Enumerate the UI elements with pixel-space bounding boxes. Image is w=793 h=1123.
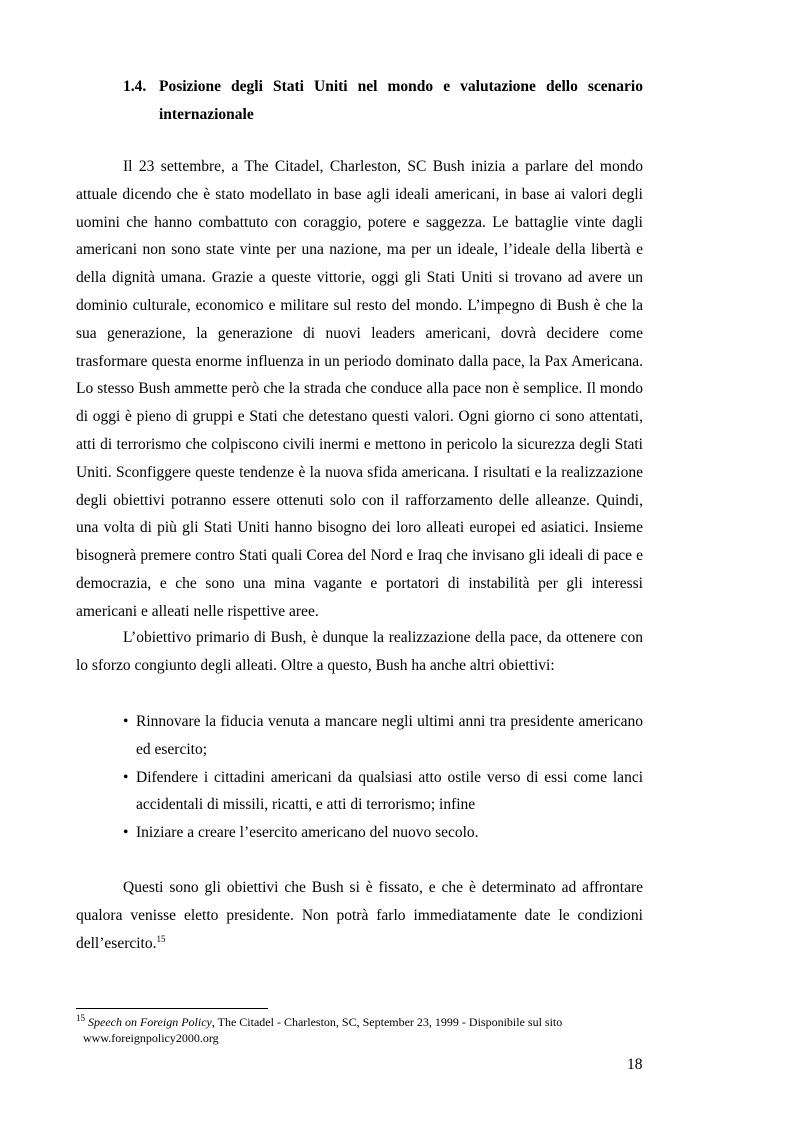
list-item: • Rinnovare la fiducia venuta a mancare negli ultimi anni tra presidente americano ed esercito; bbox=[123, 708, 643, 764]
page-number: 18 bbox=[627, 1056, 643, 1073]
footnote-reference: 15 bbox=[156, 933, 166, 944]
body-paragraph-2: L’obiettivo primario di Bush, è dunque la realizzazione della pace, da ottenere con lo sforzo congiunto degli alleati. Oltre a questo, Bush ha anche altri obiettivi: bbox=[76, 629, 643, 674]
list-item: • Iniziare a creare l’esercito americano del nuovo secolo. bbox=[123, 819, 643, 847]
section-heading bbox=[123, 73, 643, 128]
footnote-divider bbox=[76, 1008, 268, 1009]
list-item: • Difendere i cittadini americani da qualsiasi atto ostile verso di essi come lanci accidentali di missili, ricatti, e atti di terrorismo; infine bbox=[123, 764, 643, 820]
paragraph-3-text: Questi sono gli obiettivi che Bush si è fissato, e che è determinato ad affrontare qualora venisse eletto presidente. Non potrà farlo immediatamente date le condizioni dell’esercito. bbox=[76, 879, 643, 952]
section-number: 1.4. bbox=[123, 78, 147, 95]
footnote-url: www.foreignpolicy2000.org bbox=[83, 1031, 219, 1045]
footnote-number: 15 bbox=[76, 1013, 85, 1023]
section-title: Posizione degli Stati Uniti nel mondo e valutazione dello scenario internazionale bbox=[159, 78, 643, 123]
footnote bbox=[76, 1014, 643, 1046]
objectives-list bbox=[123, 708, 643, 847]
footnote-title: Speech on Foreign Policy bbox=[88, 1015, 212, 1029]
body-paragraph-1: Il 23 settembre, a The Citadel, Charleston, SC Bush inizia a parlare del mondo attuale dicendo che è stato modellato in base agli ideali americani, in base ai valori degli uomini che hanno combattuto con coraggio, potere e saggezza. Le battaglie vinte dagli americani non sono state vinte per una nazione, ma per un ideale, l’ideale della libertà e della dignità umana. Grazie a queste vittorie, oggi gli Stati Uniti si trovano ad avere un dominio culturale, economico e militare sul resto del mondo. L’impegno di Bush è che la sua generazione, la generazione di nuovi leaders americani, dovrà decidere come trasformare questa enorme influenza in un periodo dominato dalla pace, la Pax Americana. Lo stesso Bush ammette però che la strada che conduce alla pace non è semplice. Il mondo di oggi è pieno di gruppi e Stati che detestano questi valori. Ogni giorno ci sono attentati, atti di terrorismo che colpiscono civili inermi e mettono in pericolo la sicurezza degli Stati Uniti. Sconfiggere queste tendenze è la nuova sfida americana. I risultati e la realizzazione degli obiettivi potranno essere ottenuti solo con il rafforzamento delle alleanze. Quindi, una volta di più gli Stati Uniti hanno bisogno dei loro alleati europei ed asiatici. Insieme bisognerà premere contro Stati quali Corea del Nord e Iraq che invisano gli ideali di pace e democrazia, e che sono una mina vagante e portatori di instabilità per gli interessi americani e alleati nelle rispettive aree. bbox=[76, 158, 643, 620]
body-paragraph-3 bbox=[76, 874, 643, 957]
footnote-text: , The Citadel - Charleston, SC, September 23, 1999 - Disponibile sul sito bbox=[211, 1015, 563, 1029]
